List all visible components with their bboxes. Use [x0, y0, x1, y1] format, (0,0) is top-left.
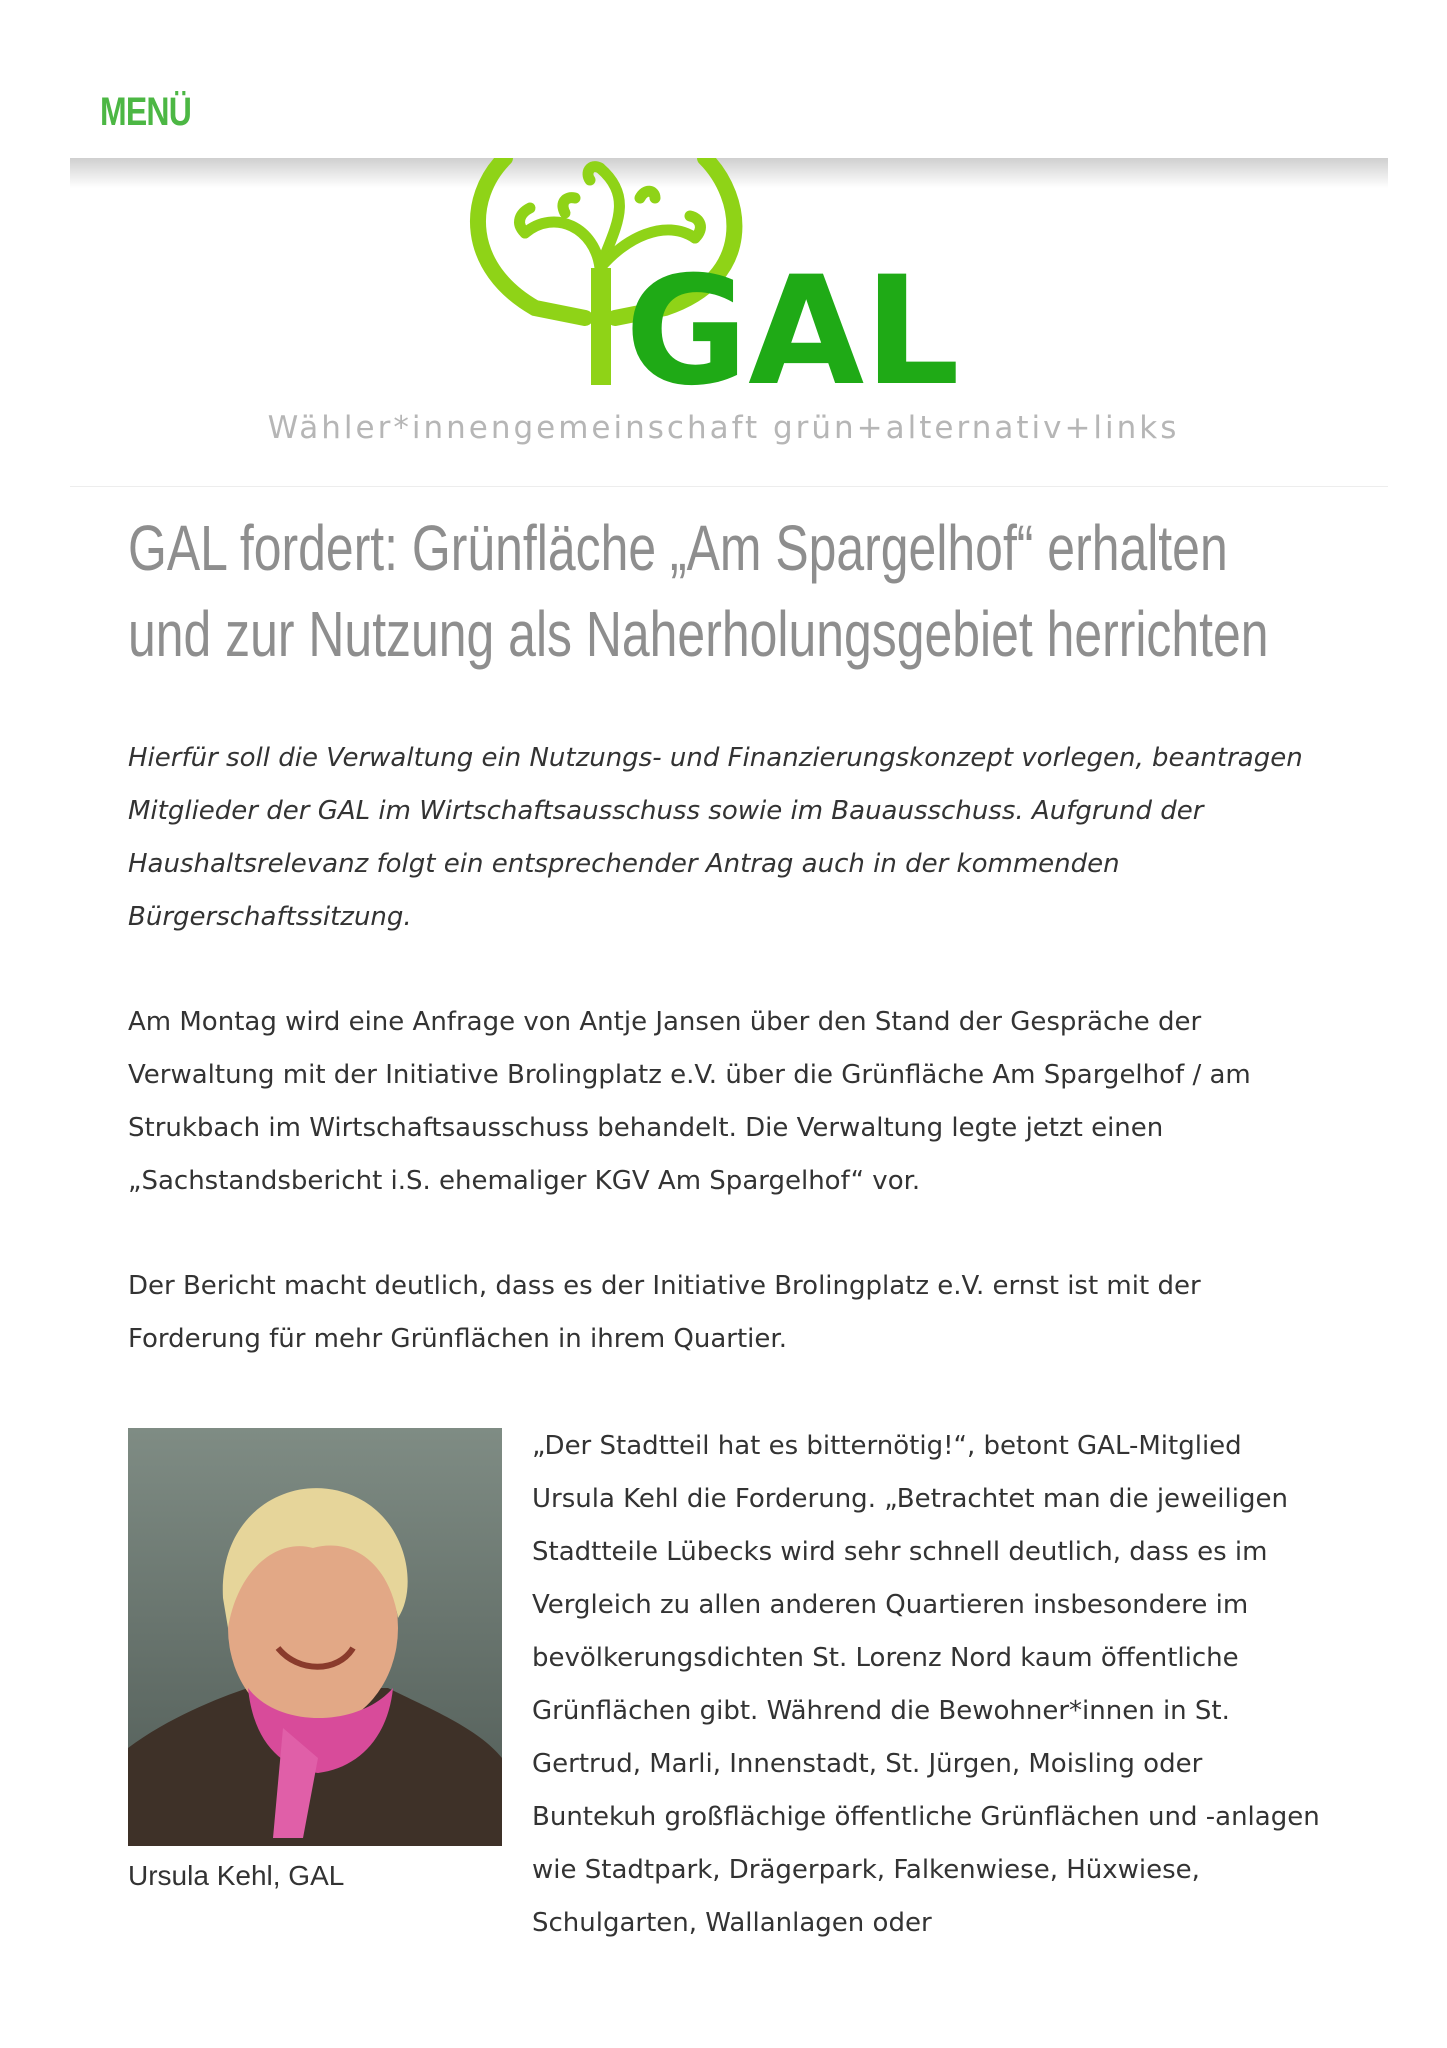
gal-logo[interactable] — [465, 158, 985, 390]
top-menu-bar — [0, 0, 1447, 160]
portrait-photo — [128, 1428, 502, 1846]
menu-button[interactable]: MENÜ — [100, 90, 192, 134]
article-paragraph: Der Bericht macht deutlich, dass es der Initiative Brolingplatz e.V. ernst ist mit der Forderung für mehr Grünflächen in ihrem Quartier. — [128, 1271, 1201, 1354]
article-lead: Hierfür soll die Verwaltung ein Nutzungs- und Finanzierungskonzept vorlegen, beantragen Mitglieder der GAL im Wirtschaftsausschuss sowie im Bauausschuss. Aufgrund der Haushaltsrelevanz folgt ein entsprechender Antrag auch in der kommenden Bürgerschaftssitzung. — [128, 743, 1303, 932]
article-quote-paragraph: „Der Stadtteil hat es bitternötig!“, betont GAL-Mitglied Ursula Kehl die Forderung. „Betrachtet man die jeweiligen Stadtteile Lübecks wird sehr schnell deutlich, dass es im Vergleich zu allen anderen Quartieren insbesondere im bevölkerungsdichten St. Lorenz Nord kaum öffentliche Grünflächen gibt. Während die Bewohner*innen in St. Gertrud, Marli, Innenstadt, St. Jürgen, Moisling oder Buntekuh großflächige öffentliche Grünflächen und -anlagen wie Stadtpark, Drägerpark, Falkenwiese, Hüxwiese, Schulgarten, Wallanlagen oder — [532, 1431, 1320, 1938]
tree-trunk — [591, 268, 611, 385]
article-paragraph: Am Montag wird eine Anfrage von Antje Jansen über den Stand der Gespräche der Verwaltung mit der Initiative Brolingplatz e.V. über die Grünfläche Am Spargelhof / am Strukbach im Wirtschaftsausschuss behandelt. Die Verwaltung legte jetzt einen „Sachstandsbericht i.S. ehemaliger KGV Am Spargelhof“ vor. — [128, 1007, 1251, 1196]
site-tagline: Wähler*innengemeinschaft grün+alternativ+links — [267, 410, 1180, 446]
logo-wordmark: GAL — [625, 245, 960, 390]
article-title: GAL fordert: Grünfläche „Am Spargelhof“ erhalten und zur Nutzung als Naherholungsgebiet herrichten — [128, 512, 1269, 670]
photo-caption: Ursula Kehl, GAL — [128, 1860, 345, 1891]
header-divider — [70, 486, 1388, 487]
